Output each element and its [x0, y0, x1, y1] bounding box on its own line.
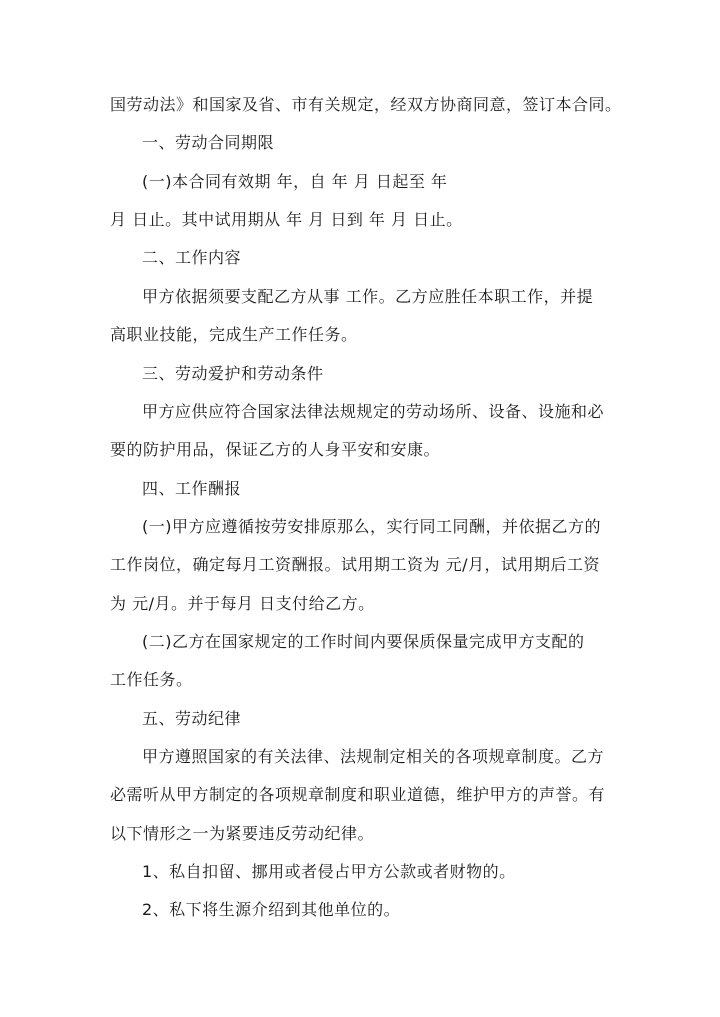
paragraph-line: 月 日止。其中试用期从 年 月 日到 年 月 日止。: [110, 210, 463, 229]
paragraph-line: 必需听从甲方制定的各项规章制度和职业道德，维护甲方的声誉。有: [110, 785, 606, 804]
paragraph-line: 要的防护用品，保证乙方的人身平安和安康。: [110, 440, 441, 459]
list-item: 2、私下将生源介绍到其他单位的。: [142, 900, 401, 919]
section-heading: 五、劳动纪律: [142, 709, 242, 728]
paragraph-line: (一)甲方应遵循按劳安排原那么，实行同工同酬，并依据乙方的: [142, 517, 601, 536]
section-heading: 四、工作酬报: [142, 479, 242, 498]
list-item: 1、私自扣留、挪用或者侵占甲方公款或者财物的。: [142, 862, 516, 881]
paragraph-line: 为 元/月。并于每月 日支付给乙方。: [110, 594, 375, 613]
paragraph-line: 甲方依据须要支配乙方从事 工作。乙方应胜任本职工作，并提: [142, 287, 594, 306]
paragraph-line: (二)乙方在国家规定的工作时间内要保质保量完成甲方支配的: [142, 632, 585, 651]
paragraph-line: 高职业技能，完成生产工作任务。: [110, 325, 358, 344]
section-heading: 三、劳动爱护和劳动条件: [142, 364, 324, 383]
paragraph-line: (一)本合同有效期 年，自 年 月 日起至 年: [142, 172, 448, 191]
section-heading: 二、工作内容: [142, 248, 242, 267]
section-heading: 一、劳动合同期限: [142, 133, 275, 152]
paragraph-line: 工作任务。: [110, 670, 193, 689]
paragraph-line: 以下情形之一为紧要违反劳动纪律。: [110, 824, 375, 843]
paragraph-line: 甲方应供应符合国家法律法规规定的劳动场所、设备、设施和必: [142, 402, 605, 421]
paragraph-line: 国劳动法》和国家及省、市有关规定，经双方协商同意，签订本合同。: [110, 95, 622, 114]
paragraph-line: 甲方遵照国家的有关法律、法规制定相关的各项规章制度。乙方: [142, 747, 605, 766]
paragraph-line: 工作岗位，确定每月工资酬报。试用期工资为 元/月，试用期后工资: [110, 555, 600, 574]
